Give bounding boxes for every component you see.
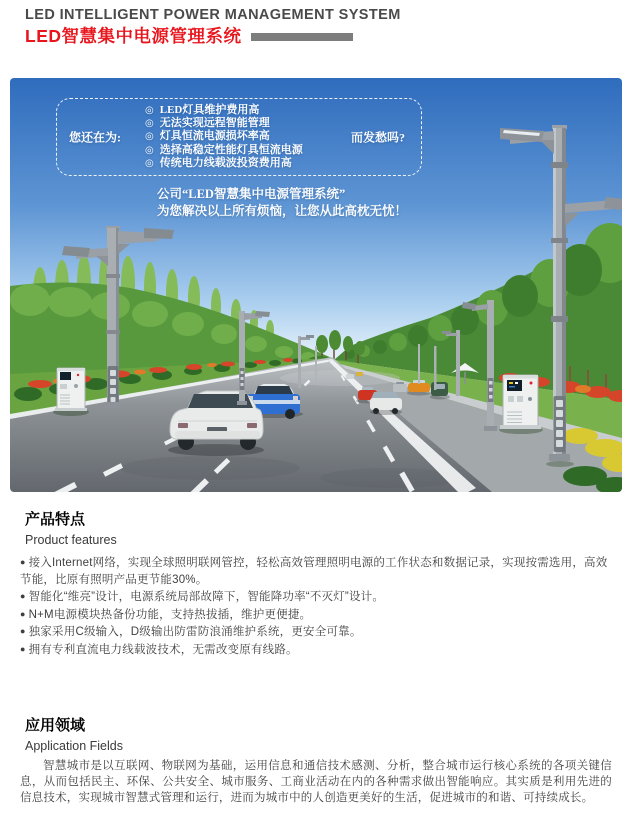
page-title-chinese: LED智慧集中电源管理系统	[25, 26, 242, 46]
application-paragraph: 智慧城市是以互联网、物联网为基础，运用信息和通信技术感测、分析，整合城市运行核心系统的各项关键信息，从而包括民主、环保、公共安全、城市服务、工商业活动在内的各种需求做出智能响应。其实质是利用先进的信息技术，实现城市智慧式管理和运行，进而为城市中的人创造更美好的生活，促进城市的和谐、可持续成长。	[20, 760, 612, 804]
circle-bullet-icon: ◎	[145, 131, 154, 143]
application-heading-zh: 应用领域	[25, 717, 86, 734]
worry-item	[145, 157, 303, 170]
product-feature-text: 接入Internet网络，实现全球照明联网管控，轻松高效管理照明电源的工作状态和数据记录，实现按需选用，高效节能，比原有照明产品更节能30%。	[20, 557, 608, 586]
slogan	[157, 186, 407, 219]
product-feature-list	[20, 554, 612, 658]
worry-list	[145, 104, 303, 170]
product-feature-item	[20, 641, 612, 659]
application-fields-section	[20, 716, 612, 806]
product-feature-item	[20, 606, 612, 624]
header	[25, 6, 401, 47]
worry-item	[145, 117, 303, 130]
worry-item-label: 选择高稳定性能灯具恒流电源	[159, 143, 303, 156]
dot-bullet-icon: ●	[20, 608, 26, 619]
circle-bullet-icon: ◎	[145, 104, 154, 116]
circle-bullet-icon: ◎	[145, 144, 154, 156]
application-heading-en: Application Fields	[25, 739, 123, 753]
dot-bullet-icon: ●	[20, 591, 26, 601]
power-cabinet-left	[53, 368, 89, 416]
product-feature-item	[20, 623, 612, 641]
worry-item-label: 灯具恒流电源损坏率高	[159, 130, 270, 143]
product-feature-text: 独家采用C级输入，D级输出防雷防浪涌维护系统，更安全可靠。	[28, 626, 362, 638]
title-row	[25, 25, 401, 47]
worry-item-label: 无法实现远程智能管理	[159, 117, 270, 130]
product-feature-item	[20, 588, 612, 606]
title-accent-bar	[251, 33, 353, 41]
product-feature-text: 智能化“维亮”设计，电源系统局部故障下，智能降功率“不灭灯”设计。	[28, 591, 385, 603]
worry-item-label: LED灯具维护费用高	[159, 103, 260, 116]
dot-bullet-icon: ●	[20, 643, 26, 654]
worry-prefix: 您还在为:	[69, 130, 121, 145]
power-cabinet-right	[499, 375, 543, 434]
worry-item	[145, 130, 303, 143]
product-feature-text: 拥有专利直流电力线载波技术，无需改变原有线路。	[28, 643, 298, 656]
page-title-english: LED INTELLIGENT POWER MANAGEMENT SYSTEM	[25, 7, 401, 23]
worry-box	[56, 98, 422, 176]
worry-item	[145, 144, 303, 157]
product-heading-zh: 产品特点	[25, 511, 86, 528]
circle-bullet-icon: ◎	[145, 118, 154, 130]
white-oncoming-sedan	[370, 392, 402, 415]
dot-bullet-icon: ●	[20, 557, 26, 567]
worry-item-label: 传统电力线载波投资费用高	[159, 156, 292, 169]
slogan-line2: 为您解决以上所有烦恼，让您从此高枕无忧！	[157, 203, 408, 218]
product-heading-en: Product features	[25, 533, 117, 547]
circle-bullet-icon: ◎	[145, 157, 154, 169]
dot-bullet-icon: ●	[20, 626, 26, 636]
slogan-line1: 公司“LED智慧集中电源管理系统”	[157, 187, 346, 201]
cabinet-screen	[507, 380, 522, 391]
product-features-section	[20, 510, 612, 658]
green-suv	[430, 382, 450, 400]
worry-item	[145, 104, 303, 117]
product-feature-item	[20, 554, 612, 588]
worry-suffix: 而发愁吗?	[351, 130, 406, 145]
cabinet-screen	[60, 372, 71, 380]
lamp-head	[604, 197, 622, 210]
product-feature-text: N+M电源模块热备份功能，支持热拔插，维护更便捷。	[28, 608, 312, 621]
hero-photo	[10, 78, 622, 492]
